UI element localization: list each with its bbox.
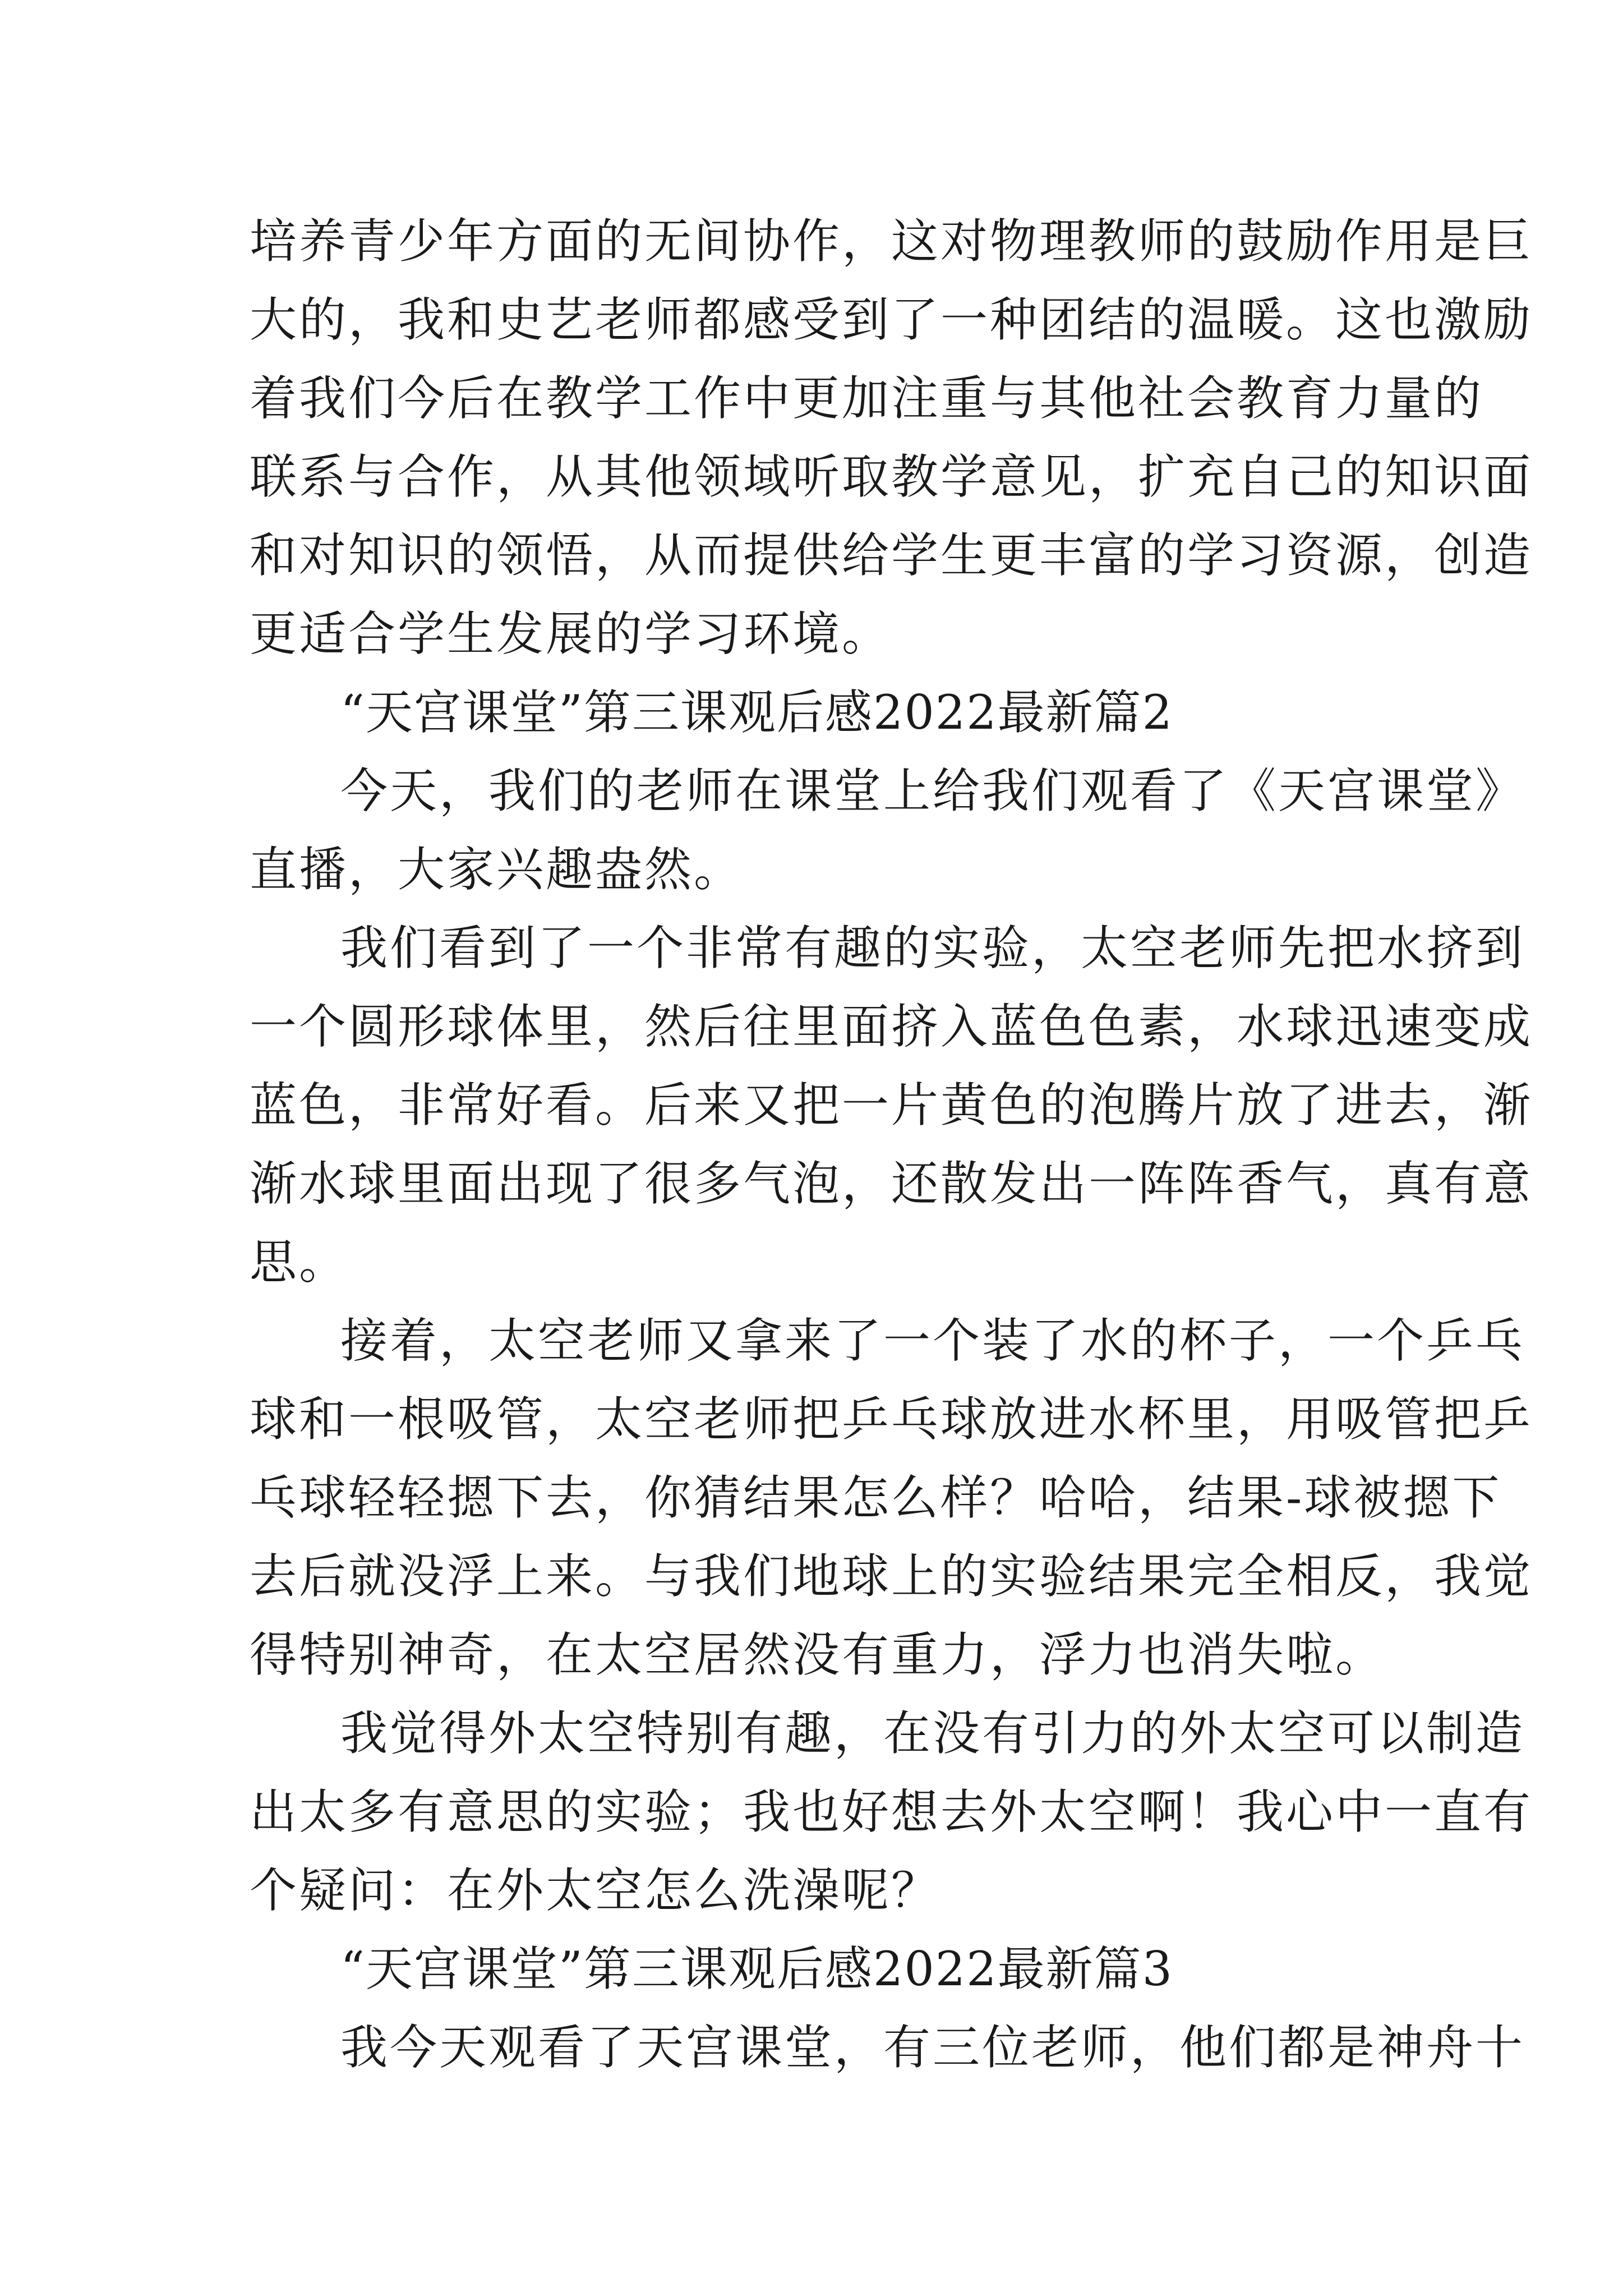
paragraph-line: 思。 <box>250 1235 349 1290</box>
paragraph-line: 一个圆形球体里，然后往里面挤入蓝色色素，水球迅速变成 <box>250 999 1533 1054</box>
paragraph-line: 球和一根吸管，太空老师把乒乓球放进水杯里，用吸管把乒 <box>250 1392 1533 1447</box>
paragraph-line: 接着，太空老师又拿来了一个装了水的杯子，一个乒乓 <box>340 1313 1525 1368</box>
paragraph-line: 渐水球里面出现了很多气泡，还散发出一阵阵香气，真有意 <box>250 1156 1533 1211</box>
paragraph-line: 大的，我和史艺老师都感受到了一种团结的温暖。这也激励 <box>250 292 1533 347</box>
paragraph-line: 今天，我们的老师在课堂上给我们观看了《天宫课堂》 <box>340 763 1525 818</box>
paragraph-line: 我今天观看了天宫课堂，有三位老师，他们都是神舟十 <box>340 2020 1525 2075</box>
section-heading: “天宫课堂”第三课观后感2022最新篇2 <box>340 685 1174 740</box>
paragraph-line: 培养青少年方面的无间协作，这对物理教师的鼓励作用是巨 <box>250 214 1533 269</box>
paragraph-line: 出太多有意思的实验；我也好想去外太空啊！我心中一直有 <box>250 1784 1533 1839</box>
paragraph-line: 直播，大家兴趣盎然。 <box>250 842 744 897</box>
paragraph-line: 着我们今后在教学工作中更加注重与其他社会教育力量的 <box>250 371 1484 426</box>
section-heading: “天宫课堂”第三课观后感2022最新篇3 <box>340 1941 1174 1996</box>
paragraph-line: 我们看到了一个非常有趣的实验，太空老师先把水挤到 <box>340 921 1525 976</box>
paragraph-line: 去后就没浮上来。与我们地球上的实验结果完全相反，我觉 <box>250 1549 1533 1604</box>
paragraph-line: 个疑问：在外太空怎么洗澡呢？ <box>250 1863 941 1918</box>
paragraph-line: 我觉得外太空特别有趣，在没有引力的外太空可以制造 <box>340 1706 1525 1761</box>
paragraph-line: 得特别神奇，在太空居然没有重力，浮力也消失啦。 <box>250 1627 1385 1682</box>
paragraph-line: 联系与合作，从其他领域听取教学意见，扩充自己的知识面 <box>250 449 1533 504</box>
paragraph-line: 更适合学生发展的学习环境。 <box>250 606 892 661</box>
paragraph-line: 蓝色，非常好看。后来又把一片黄色的泡腾片放了进去，渐 <box>250 1078 1533 1133</box>
paragraph-line: 乓球轻轻摁下去，你猜结果怎么样？哈哈，结果-球被摁下 <box>250 1470 1502 1525</box>
paragraph-line: 和对知识的领悟，从而提供给学生更丰富的学习资源，创造 <box>250 528 1533 583</box>
